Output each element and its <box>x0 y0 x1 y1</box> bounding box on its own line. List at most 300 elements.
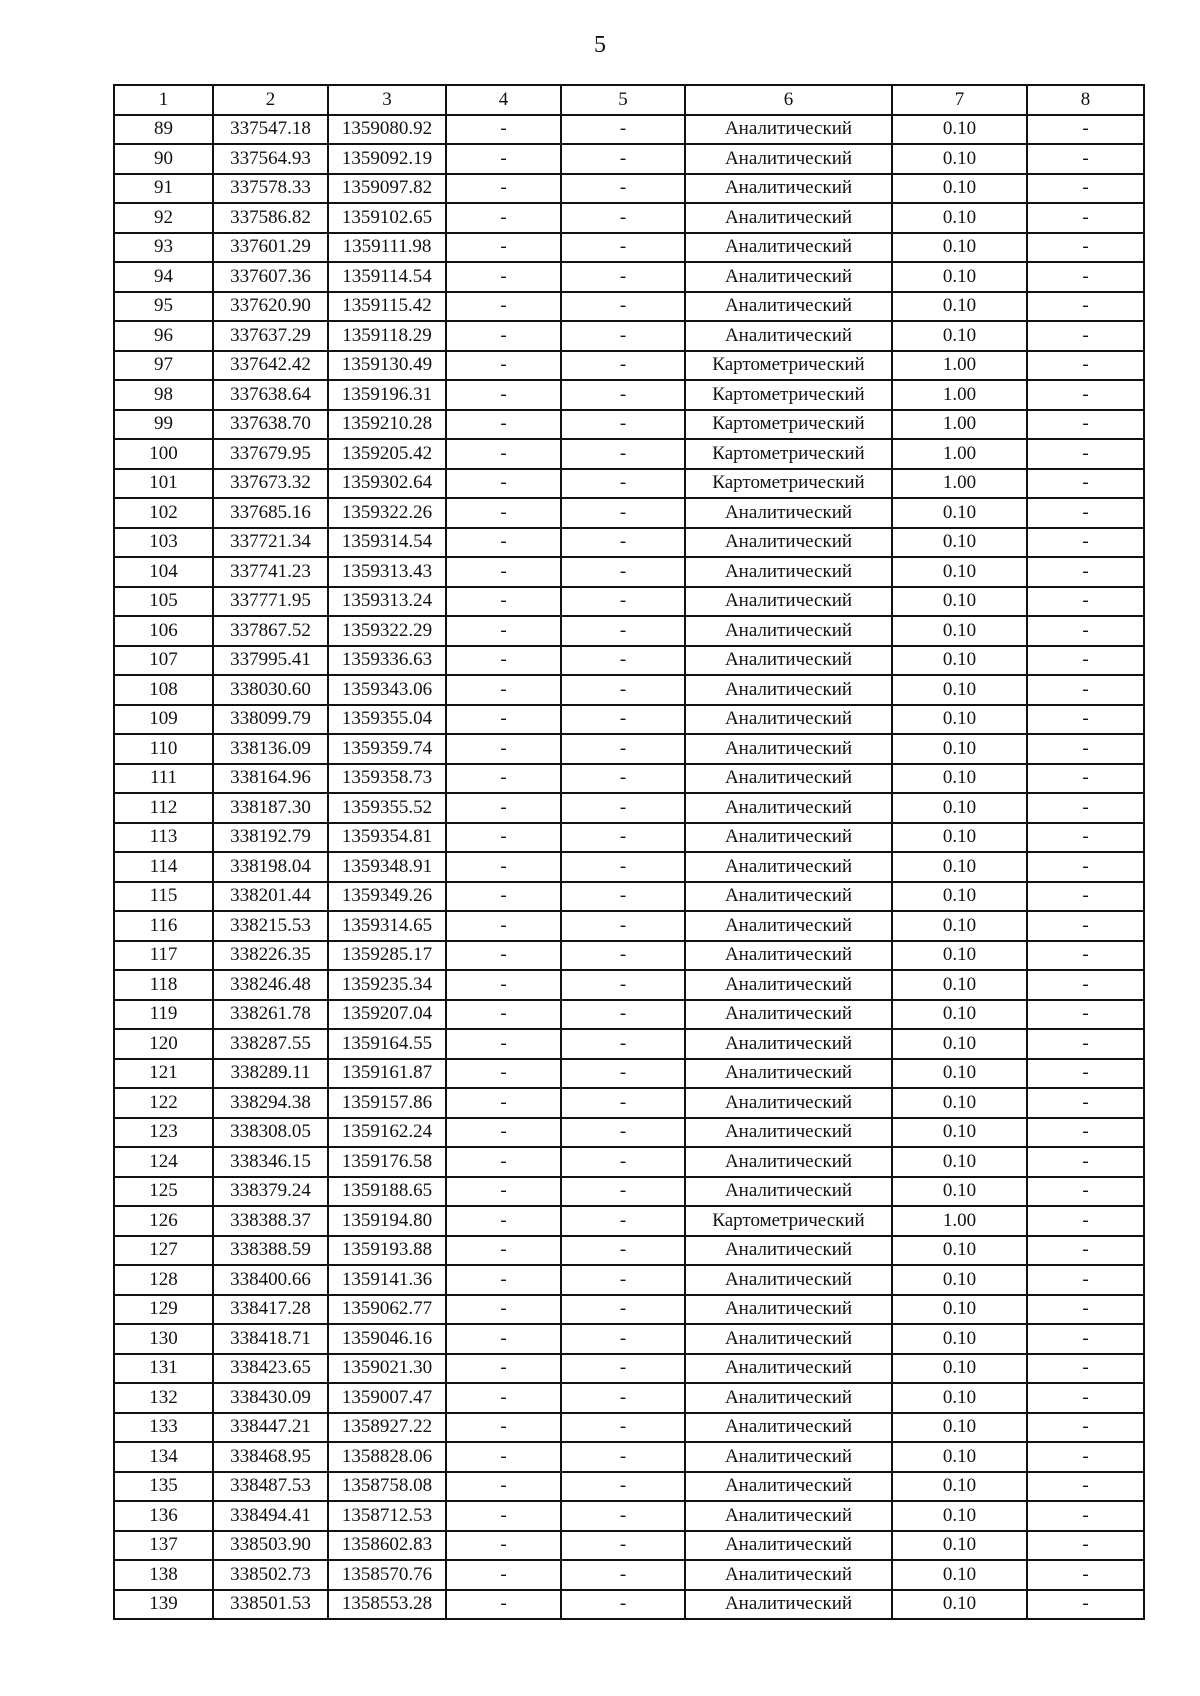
table-cell-col-5: - <box>561 882 685 912</box>
table-cell-col-8: - <box>1027 1029 1144 1059</box>
table-cell-col-3: 1359348.91 <box>328 852 446 882</box>
table-cell-col-8: - <box>1027 1236 1144 1266</box>
table-cell-col-2: 337685.16 <box>213 498 328 528</box>
table-cell-col-4: - <box>446 793 561 823</box>
table-cell-col-4: - <box>446 203 561 233</box>
table-cell-col-6: Аналитический <box>685 1531 892 1561</box>
table-cell-col-7: 0.10 <box>892 764 1027 794</box>
table-cell-col-5: - <box>561 675 685 705</box>
table-row <box>114 911 1144 941</box>
table-cell-col-1: 95 <box>114 292 213 322</box>
table-cell-col-8: - <box>1027 1177 1144 1207</box>
table-row <box>114 1501 1144 1531</box>
table-cell-col-3: 1359188.65 <box>328 1177 446 1207</box>
table-cell-col-7: 0.10 <box>892 1413 1027 1443</box>
table-cell-col-5: - <box>561 1501 685 1531</box>
table-cell-col-8: - <box>1027 911 1144 941</box>
table-cell-col-1: 134 <box>114 1442 213 1472</box>
table-cell-col-8: - <box>1027 410 1144 440</box>
table-cell-col-4: - <box>446 262 561 292</box>
table-cell-col-5: - <box>561 734 685 764</box>
table-cell-col-4: - <box>446 1531 561 1561</box>
table-cell-col-7: 0.10 <box>892 1059 1027 1089</box>
table-cell-col-6: Картометрический <box>685 439 892 469</box>
table-cell-col-2: 338198.04 <box>213 852 328 882</box>
table-cell-col-7: 0.10 <box>892 1147 1027 1177</box>
table-cell-col-6: Аналитический <box>685 1295 892 1325</box>
table-cell-col-8: - <box>1027 1059 1144 1089</box>
table-cell-col-4: - <box>446 941 561 971</box>
table-cell-col-3: 1359194.80 <box>328 1206 446 1236</box>
table-cell-col-8: - <box>1027 1501 1144 1531</box>
column-header-8: 8 <box>1027 85 1144 115</box>
table-cell-col-7: 1.00 <box>892 410 1027 440</box>
table-row <box>114 587 1144 617</box>
table-cell-col-7: 1.00 <box>892 380 1027 410</box>
table-cell-col-3: 1359115.42 <box>328 292 446 322</box>
table-cell-col-4: - <box>446 1590 561 1620</box>
table-cell-col-6: Аналитический <box>685 793 892 823</box>
table-cell-col-5: - <box>561 1177 685 1207</box>
table-cell-col-5: - <box>561 1324 685 1354</box>
table-row <box>114 174 1144 204</box>
table-cell-col-8: - <box>1027 1560 1144 1590</box>
table-row <box>114 646 1144 676</box>
table-cell-col-8: - <box>1027 675 1144 705</box>
table-cell-col-8: - <box>1027 351 1144 381</box>
table-row <box>114 1029 1144 1059</box>
table-cell-col-1: 117 <box>114 941 213 971</box>
table-cell-col-4: - <box>446 351 561 381</box>
table-cell-col-4: - <box>446 1206 561 1236</box>
table-cell-col-8: - <box>1027 1442 1144 1472</box>
table-cell-col-5: - <box>561 380 685 410</box>
table-cell-col-2: 338289.11 <box>213 1059 328 1089</box>
table-cell-col-2: 338501.53 <box>213 1590 328 1620</box>
table-cell-col-7: 0.10 <box>892 1531 1027 1561</box>
table-cell-col-7: 1.00 <box>892 1206 1027 1236</box>
table-cell-col-2: 337547.18 <box>213 115 328 145</box>
table-cell-col-2: 337638.64 <box>213 380 328 410</box>
table-cell-col-6: Аналитический <box>685 646 892 676</box>
table-cell-col-2: 338246.48 <box>213 970 328 1000</box>
table-cell-col-4: - <box>446 882 561 912</box>
table-cell-col-3: 1359193.88 <box>328 1236 446 1266</box>
table-cell-col-6: Аналитический <box>685 1029 892 1059</box>
table-cell-col-8: - <box>1027 174 1144 204</box>
table-body <box>114 115 1144 1620</box>
table-header-row <box>114 85 1144 115</box>
table-cell-col-1: 93 <box>114 233 213 263</box>
table-cell-col-3: 1359354.81 <box>328 823 446 853</box>
table-cell-col-8: - <box>1027 1472 1144 1502</box>
table-cell-col-7: 0.10 <box>892 852 1027 882</box>
table-row <box>114 1000 1144 1030</box>
table-cell-col-6: Аналитический <box>685 823 892 853</box>
table-cell-col-7: 0.10 <box>892 734 1027 764</box>
table-cell-col-5: - <box>561 1413 685 1443</box>
table-cell-col-2: 338346.15 <box>213 1147 328 1177</box>
table-cell-col-3: 1359097.82 <box>328 174 446 204</box>
table-cell-col-1: 126 <box>114 1206 213 1236</box>
table-cell-col-7: 0.10 <box>892 1295 1027 1325</box>
table-cell-col-8: - <box>1027 557 1144 587</box>
table-cell-col-3: 1358927.22 <box>328 1413 446 1443</box>
table-cell-col-6: Аналитический <box>685 587 892 617</box>
table-cell-col-4: - <box>446 174 561 204</box>
table-cell-col-5: - <box>561 469 685 499</box>
table-cell-col-6: Аналитический <box>685 1472 892 1502</box>
table-row <box>114 1354 1144 1384</box>
table-cell-col-4: - <box>446 970 561 1000</box>
table-cell-col-4: - <box>446 557 561 587</box>
table-cell-col-5: - <box>561 1236 685 1266</box>
table-row <box>114 852 1144 882</box>
table-cell-col-1: 137 <box>114 1531 213 1561</box>
table-cell-col-3: 1359359.74 <box>328 734 446 764</box>
table-cell-col-8: - <box>1027 852 1144 882</box>
table-cell-col-7: 0.10 <box>892 115 1027 145</box>
table-cell-col-5: - <box>561 1206 685 1236</box>
table-cell-col-2: 338502.73 <box>213 1560 328 1590</box>
table-cell-col-2: 338379.24 <box>213 1177 328 1207</box>
table-cell-col-8: - <box>1027 262 1144 292</box>
table-cell-col-2: 338400.66 <box>213 1265 328 1295</box>
table-cell-col-2: 338308.05 <box>213 1118 328 1148</box>
table-cell-col-3: 1359322.29 <box>328 616 446 646</box>
table-row <box>114 203 1144 233</box>
table-cell-col-4: - <box>446 1118 561 1148</box>
table-row <box>114 144 1144 174</box>
table-cell-col-3: 1359062.77 <box>328 1295 446 1325</box>
table-cell-col-2: 337607.36 <box>213 262 328 292</box>
table-cell-col-1: 100 <box>114 439 213 469</box>
table-cell-col-6: Аналитический <box>685 292 892 322</box>
table-cell-col-1: 113 <box>114 823 213 853</box>
table-row <box>114 233 1144 263</box>
table-cell-col-1: 103 <box>114 528 213 558</box>
table-cell-col-2: 337637.29 <box>213 321 328 351</box>
table-cell-col-1: 138 <box>114 1560 213 1590</box>
table-row <box>114 469 1144 499</box>
table-row <box>114 1413 1144 1443</box>
table-cell-col-7: 0.10 <box>892 1472 1027 1502</box>
table-row <box>114 1059 1144 1089</box>
table-cell-col-4: - <box>446 823 561 853</box>
table-cell-col-1: 111 <box>114 764 213 794</box>
table-cell-col-5: - <box>561 1383 685 1413</box>
table-row <box>114 616 1144 646</box>
table-cell-col-2: 338164.96 <box>213 764 328 794</box>
table-cell-col-5: - <box>561 1560 685 1590</box>
table-row <box>114 1590 1144 1620</box>
table-cell-col-2: 337771.95 <box>213 587 328 617</box>
table-row <box>114 1147 1144 1177</box>
table-cell-col-6: Аналитический <box>685 1501 892 1531</box>
table-cell-col-3: 1359161.87 <box>328 1059 446 1089</box>
table-cell-col-7: 0.10 <box>892 675 1027 705</box>
table-cell-col-3: 1359235.34 <box>328 970 446 1000</box>
table-cell-col-4: - <box>446 1560 561 1590</box>
table-cell-col-5: - <box>561 970 685 1000</box>
table-cell-col-2: 338447.21 <box>213 1413 328 1443</box>
table-cell-col-2: 338226.35 <box>213 941 328 971</box>
table-cell-col-7: 0.10 <box>892 646 1027 676</box>
table-cell-col-6: Аналитический <box>685 1236 892 1266</box>
table-cell-col-2: 337564.93 <box>213 144 328 174</box>
table-cell-col-3: 1358602.83 <box>328 1531 446 1561</box>
table-cell-col-5: - <box>561 144 685 174</box>
table-cell-col-7: 0.10 <box>892 1560 1027 1590</box>
table-cell-col-3: 1359196.31 <box>328 380 446 410</box>
table-cell-col-8: - <box>1027 616 1144 646</box>
table-cell-col-7: 1.00 <box>892 469 1027 499</box>
table-cell-col-4: - <box>446 469 561 499</box>
table-cell-col-5: - <box>561 793 685 823</box>
table-cell-col-7: 0.10 <box>892 970 1027 1000</box>
table-row <box>114 823 1144 853</box>
table-cell-col-8: - <box>1027 1383 1144 1413</box>
table-cell-col-5: - <box>561 587 685 617</box>
table-cell-col-1: 118 <box>114 970 213 1000</box>
table-cell-col-6: Аналитический <box>685 115 892 145</box>
table-cell-col-8: - <box>1027 882 1144 912</box>
table-cell-col-8: - <box>1027 734 1144 764</box>
table-cell-col-8: - <box>1027 292 1144 322</box>
table-cell-col-6: Аналитический <box>685 498 892 528</box>
table-row <box>114 292 1144 322</box>
table-cell-col-7: 0.10 <box>892 1088 1027 1118</box>
table-cell-col-7: 0.10 <box>892 793 1027 823</box>
table-cell-col-1: 97 <box>114 351 213 381</box>
table-cell-col-7: 0.10 <box>892 1383 1027 1413</box>
table-cell-col-5: - <box>561 1029 685 1059</box>
table-cell-col-7: 0.10 <box>892 144 1027 174</box>
table-cell-col-6: Аналитический <box>685 970 892 1000</box>
table-cell-col-8: - <box>1027 1206 1144 1236</box>
table-cell-col-5: - <box>561 203 685 233</box>
table-cell-col-6: Аналитический <box>685 675 892 705</box>
table-cell-col-1: 98 <box>114 380 213 410</box>
table-cell-col-6: Аналитический <box>685 764 892 794</box>
table-cell-col-4: - <box>446 1059 561 1089</box>
table-row <box>114 557 1144 587</box>
table-cell-col-4: - <box>446 321 561 351</box>
table-cell-col-1: 130 <box>114 1324 213 1354</box>
table-cell-col-8: - <box>1027 1354 1144 1384</box>
table-cell-col-4: - <box>446 734 561 764</box>
table-row <box>114 262 1144 292</box>
table-cell-col-3: 1359343.06 <box>328 675 446 705</box>
table-cell-col-3: 1359157.86 <box>328 1088 446 1118</box>
table-cell-col-4: - <box>446 764 561 794</box>
table-cell-col-8: - <box>1027 233 1144 263</box>
table-cell-col-1: 125 <box>114 1177 213 1207</box>
table-cell-col-2: 337995.41 <box>213 646 328 676</box>
table-cell-col-8: - <box>1027 941 1144 971</box>
table-cell-col-2: 338136.09 <box>213 734 328 764</box>
table-cell-col-4: - <box>446 1029 561 1059</box>
table-cell-col-2: 338294.38 <box>213 1088 328 1118</box>
table-cell-col-1: 128 <box>114 1265 213 1295</box>
table-cell-col-7: 1.00 <box>892 351 1027 381</box>
table-row <box>114 1088 1144 1118</box>
table-cell-col-3: 1359210.28 <box>328 410 446 440</box>
column-header-7: 7 <box>892 85 1027 115</box>
table-row <box>114 882 1144 912</box>
table-cell-col-7: 0.10 <box>892 587 1027 617</box>
table-cell-col-8: - <box>1027 498 1144 528</box>
table-cell-col-8: - <box>1027 705 1144 735</box>
table-cell-col-4: - <box>446 911 561 941</box>
page-number: 5 <box>594 32 606 58</box>
table-cell-col-1: 107 <box>114 646 213 676</box>
table-row <box>114 1177 1144 1207</box>
table-cell-col-6: Аналитический <box>685 233 892 263</box>
table-cell-col-4: - <box>446 1177 561 1207</box>
table-cell-col-5: - <box>561 528 685 558</box>
table-cell-col-7: 0.10 <box>892 1354 1027 1384</box>
table-cell-col-6: Аналитический <box>685 1560 892 1590</box>
table-cell-col-1: 104 <box>114 557 213 587</box>
table-cell-col-3: 1359021.30 <box>328 1354 446 1384</box>
column-header-3: 3 <box>328 85 446 115</box>
table-cell-col-6: Аналитический <box>685 203 892 233</box>
table-cell-col-4: - <box>446 1088 561 1118</box>
table-cell-col-1: 89 <box>114 115 213 145</box>
table-cell-col-6: Аналитический <box>685 616 892 646</box>
table-cell-col-1: 127 <box>114 1236 213 1266</box>
table-cell-col-6: Аналитический <box>685 1442 892 1472</box>
table-cell-col-4: - <box>446 528 561 558</box>
table-cell-col-1: 123 <box>114 1118 213 1148</box>
table-cell-col-2: 338494.41 <box>213 1501 328 1531</box>
table-cell-col-7: 0.10 <box>892 1324 1027 1354</box>
table-row <box>114 675 1144 705</box>
table-cell-col-4: - <box>446 705 561 735</box>
table-cell-col-4: - <box>446 1472 561 1502</box>
table-cell-col-6: Аналитический <box>685 1059 892 1089</box>
table-row <box>114 528 1144 558</box>
table-cell-col-4: - <box>446 1147 561 1177</box>
table-cell-col-8: - <box>1027 970 1144 1000</box>
table-cell-col-3: 1359314.54 <box>328 528 446 558</box>
table-cell-col-1: 106 <box>114 616 213 646</box>
table-cell-col-7: 0.10 <box>892 233 1027 263</box>
table-cell-col-5: - <box>561 292 685 322</box>
table-cell-col-3: 1359355.04 <box>328 705 446 735</box>
table-cell-col-8: - <box>1027 646 1144 676</box>
table-cell-col-1: 131 <box>114 1354 213 1384</box>
table-cell-col-2: 337741.23 <box>213 557 328 587</box>
table-cell-col-8: - <box>1027 823 1144 853</box>
table-cell-col-6: Аналитический <box>685 528 892 558</box>
table-cell-col-8: - <box>1027 439 1144 469</box>
table-cell-col-2: 338261.78 <box>213 1000 328 1030</box>
table-cell-col-2: 338503.90 <box>213 1531 328 1561</box>
table-cell-col-5: - <box>561 1472 685 1502</box>
table-cell-col-1: 112 <box>114 793 213 823</box>
table-cell-col-6: Аналитический <box>685 1177 892 1207</box>
table-row <box>114 1472 1144 1502</box>
table-cell-col-7: 0.10 <box>892 911 1027 941</box>
table-cell-col-3: 1359322.26 <box>328 498 446 528</box>
table-cell-col-7: 0.10 <box>892 262 1027 292</box>
table-cell-col-3: 1359111.98 <box>328 233 446 263</box>
table-cell-col-8: - <box>1027 469 1144 499</box>
table-cell-col-1: 102 <box>114 498 213 528</box>
table-cell-col-2: 337673.32 <box>213 469 328 499</box>
table-cell-col-1: 94 <box>114 262 213 292</box>
table-cell-col-5: - <box>561 1059 685 1089</box>
table-cell-col-8: - <box>1027 793 1144 823</box>
table-cell-col-3: 1358553.28 <box>328 1590 446 1620</box>
table-cell-col-1: 91 <box>114 174 213 204</box>
table-cell-col-2: 338487.53 <box>213 1472 328 1502</box>
table-cell-col-3: 1359176.58 <box>328 1147 446 1177</box>
table-cell-col-5: - <box>561 823 685 853</box>
table-cell-col-5: - <box>561 1590 685 1620</box>
table-cell-col-3: 1359141.36 <box>328 1265 446 1295</box>
table-cell-col-3: 1359336.63 <box>328 646 446 676</box>
table-row <box>114 1236 1144 1266</box>
table-cell-col-6: Картометрический <box>685 469 892 499</box>
table-cell-col-5: - <box>561 1000 685 1030</box>
table-cell-col-1: 114 <box>114 852 213 882</box>
table-cell-col-5: - <box>561 1531 685 1561</box>
table-row <box>114 941 1144 971</box>
table-cell-col-6: Аналитический <box>685 705 892 735</box>
table-cell-col-8: - <box>1027 1324 1144 1354</box>
table-cell-col-2: 337578.33 <box>213 174 328 204</box>
table-cell-col-6: Аналитический <box>685 144 892 174</box>
table-cell-col-1: 124 <box>114 1147 213 1177</box>
table-cell-col-4: - <box>446 1442 561 1472</box>
table-cell-col-5: - <box>561 498 685 528</box>
table-cell-col-2: 338430.09 <box>213 1383 328 1413</box>
table-cell-col-3: 1359314.65 <box>328 911 446 941</box>
table-cell-col-4: - <box>446 1354 561 1384</box>
table-cell-col-7: 0.10 <box>892 321 1027 351</box>
table-row <box>114 1295 1144 1325</box>
table-cell-col-4: - <box>446 115 561 145</box>
table-row <box>114 1383 1144 1413</box>
table-cell-col-1: 90 <box>114 144 213 174</box>
table-row <box>114 1118 1144 1148</box>
table-cell-col-7: 0.10 <box>892 528 1027 558</box>
table-cell-col-1: 120 <box>114 1029 213 1059</box>
table-row <box>114 1560 1144 1590</box>
table-cell-col-6: Аналитический <box>685 734 892 764</box>
table-row <box>114 1324 1144 1354</box>
table-cell-col-5: - <box>561 616 685 646</box>
table-cell-col-1: 119 <box>114 1000 213 1030</box>
table-cell-col-8: - <box>1027 144 1144 174</box>
table-cell-col-6: Картометрический <box>685 410 892 440</box>
table-cell-col-1: 115 <box>114 882 213 912</box>
table-cell-col-4: - <box>446 144 561 174</box>
table-cell-col-7: 1.00 <box>892 439 1027 469</box>
table-cell-col-4: - <box>446 1501 561 1531</box>
table-cell-col-2: 337620.90 <box>213 292 328 322</box>
table-cell-col-3: 1359349.26 <box>328 882 446 912</box>
table-cell-col-4: - <box>446 292 561 322</box>
table-cell-col-6: Аналитический <box>685 1324 892 1354</box>
table-cell-col-5: - <box>561 262 685 292</box>
table-row <box>114 970 1144 1000</box>
table-cell-col-6: Аналитический <box>685 1088 892 1118</box>
table-cell-col-2: 338468.95 <box>213 1442 328 1472</box>
